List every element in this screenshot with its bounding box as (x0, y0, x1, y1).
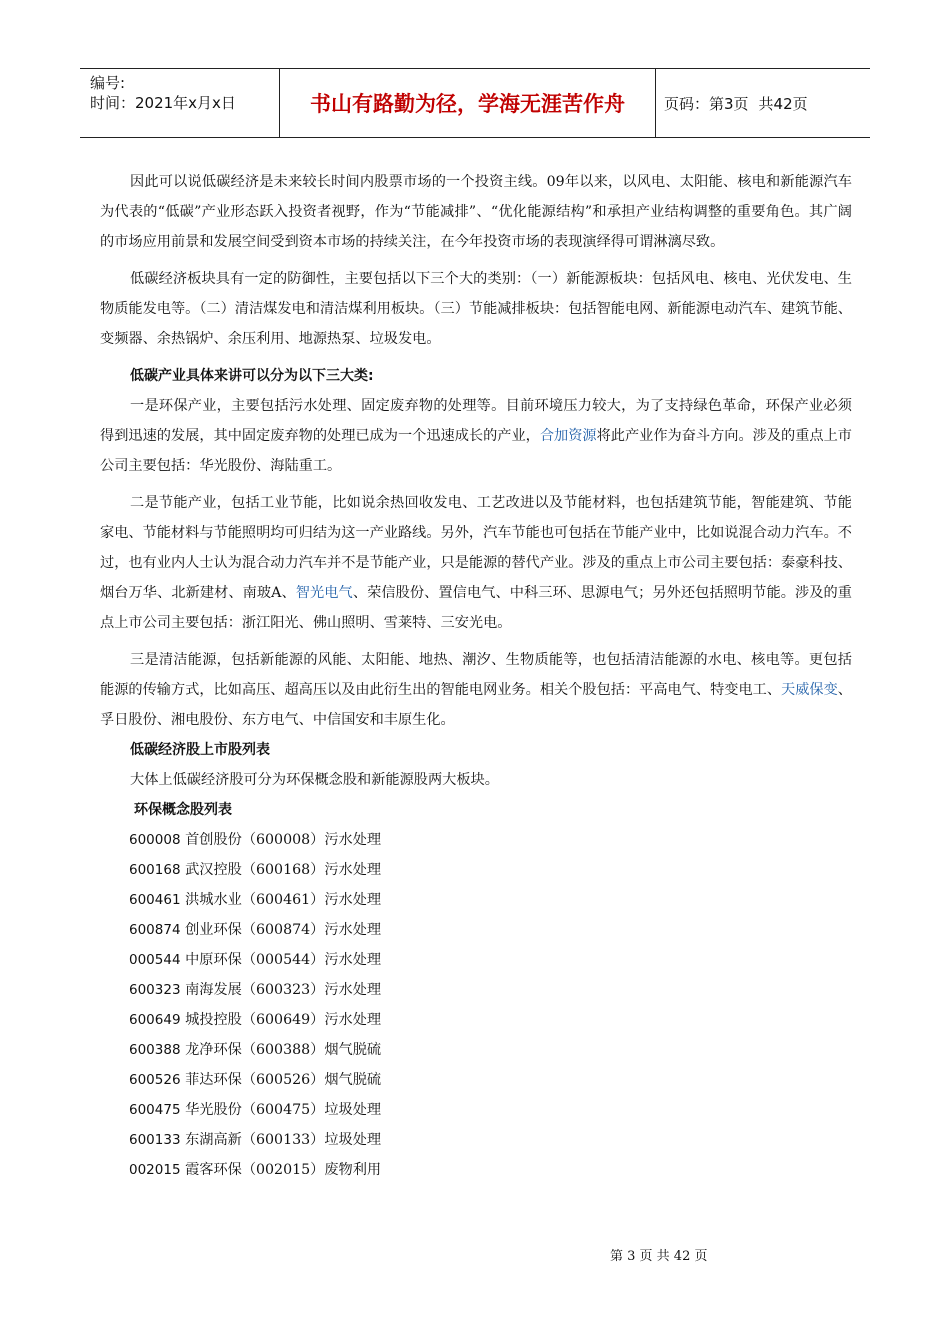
link-hejia-resources[interactable]: 合加资源 (539, 428, 597, 444)
list-item (129, 825, 852, 855)
list-item (129, 1065, 852, 1095)
link-tianwei-baobian[interactable]: 天威保变 (781, 682, 838, 698)
serial-number-label: 编号: (90, 74, 126, 92)
stock-code: 600526 (129, 1072, 181, 1088)
stock-description: 南海发展（600323）污水处理 (185, 982, 382, 998)
stock-description: 洪城水业（600461）污水处理 (185, 892, 382, 908)
stock-code: 600323 (129, 982, 181, 998)
document-body (100, 167, 852, 1185)
paragraph-clean-energy: 三是清洁能源，包括新能源的风能、太阳能、地热、潮汐、生物质能等，也包括清洁能源的水电、核电等。更包括能源的传输方式，比如高压、超高压以及由此衍生出的智能电网业务。相关个股包括：平高电气、特变电工、天威保变、孚日股份、湘电股份、东方电气、中信国安和丰原生化。 (100, 652, 852, 728)
stock-code: 600475 (129, 1102, 181, 1118)
paragraph-sectors: 低碳经济板块具有一定的防御性，主要包括以下三个大的类别：（一）新能源板块：包括风电、核电、光伏发电、生物质能发电等。（二）清洁煤发电和清洁煤利用板块。（三）节能减排板块：包括智能电网、新能源电动汽车、建筑节能、变频器、余热锅炉、余压利用、地源热泵、垃圾发电。 (100, 271, 852, 347)
list-item (129, 1005, 852, 1035)
stock-code: 600008 (129, 832, 181, 848)
stock-description: 霞客环保（002015）废物利用 (185, 1162, 382, 1178)
total-pages-label: 共42页 (758, 94, 808, 113)
link-zhiguang-electric[interactable]: 智光电气 (295, 585, 353, 601)
stock-description: 龙净环保（600388）烟气脱硫 (185, 1042, 382, 1058)
stock-code: 600133 (129, 1132, 181, 1148)
stock-code: 002015 (129, 1162, 181, 1178)
stock-description: 首创股份（600008）污水处理 (185, 832, 382, 848)
stock-code: 600649 (129, 1012, 181, 1028)
header-info-cell (80, 69, 280, 137)
stock-description: 中原环保（000544）污水处理 (185, 952, 382, 968)
stock-code: 600168 (129, 862, 181, 878)
header-motto: 书山有路勤为径，学海无涯苦作舟 (280, 69, 656, 137)
list-item (129, 975, 852, 1005)
stock-description: 东湖高新（600133）垃圾处理 (185, 1132, 382, 1148)
stock-description: 武汉控股（600168）污水处理 (185, 862, 382, 878)
list-item (129, 1125, 852, 1155)
stock-description: 菲达环保（600526）烟气脱硫 (185, 1072, 382, 1088)
date-label: 时间：2021年x月x日 (90, 94, 236, 112)
list-item (129, 945, 852, 975)
stock-code: 000544 (129, 952, 181, 968)
stock-code: 600461 (129, 892, 181, 908)
stock-description: 城投控股（600649）污水处理 (185, 1012, 382, 1028)
heading-industry-categories: 低碳产业具体来讲可以分为以下三大类: (130, 368, 374, 384)
stock-list (100, 825, 852, 1185)
list-item (129, 1155, 852, 1185)
stock-description: 华光股份（600475）垃圾处理 (185, 1102, 382, 1118)
page-footer: 第 3 页 共 42 页 (610, 1249, 708, 1264)
list-item (129, 885, 852, 915)
page-header (80, 68, 870, 138)
heading-environmental-stocks: 环保概念股列表 (134, 802, 232, 818)
header-page-cell (656, 69, 870, 137)
list-item (129, 855, 852, 885)
list-item (129, 1095, 852, 1125)
list-item (129, 1035, 852, 1065)
paragraph-environmental: 一是环保产业，主要包括污水处理、固定废弃物的处理等。目前环境压力较大，为了支持绿色革命，环保产业必须得到迅速的发展，其中固定废弃物的处理已成为一个迅速成长的产业，合加资源将此产业作为奋斗方向。涉及的重点上市公司主要包括：华光股份、海陆重工。 (100, 398, 852, 474)
page-number-label: 页码：第3页 (664, 94, 749, 113)
list-item (129, 915, 852, 945)
paragraph-stock-overview: 大体上低碳经济股可分为环保概念股和新能源股两大板块。 (130, 772, 499, 788)
stock-code: 600874 (129, 922, 181, 938)
stock-description: 创业环保（600874）污水处理 (185, 922, 382, 938)
heading-stock-list: 低碳经济股上市股列表 (130, 742, 270, 758)
paragraph-energy-saving: 二是节能产业，包括工业节能，比如说余热回收发电、工艺改进以及节能材料，也包括建筑节能，智能建筑、节能家电、节能材料与节能照明均可归结为这一产业路线。另外，汽车节能也可包括在节能产业中，比如说混合动力汽车。不过，也有业内人士认为混合动力汽车并不是节能产业，只是能源的替代产业。涉及的重点上市公司主要包括：泰豪科技、烟台万华、北新建材、南玻A、智光电气、荣信股份、置信电气、中科三环、思源电气；另外还包括照明节能。涉及的重点上市公司主要包括：浙江阳光、佛山照明、雪莱特、三安光电。 (100, 495, 852, 631)
paragraph-intro: 因此可以说低碳经济是未来较长时间内股票市场的一个投资主线。09年以来，以风电、太阳能、核电和新能源汽车为代表的“低碳”产业形态跃入投资者视野，作为“节能减排”、“优化能源结构”和承担产业结构调整的重要角色。其广阔的市场应用前景和发展空间受到资本市场的持续关注，在今年投资市场的表现演绎得可谓淋漓尽致。 (100, 174, 852, 250)
stock-code: 600388 (129, 1042, 181, 1058)
